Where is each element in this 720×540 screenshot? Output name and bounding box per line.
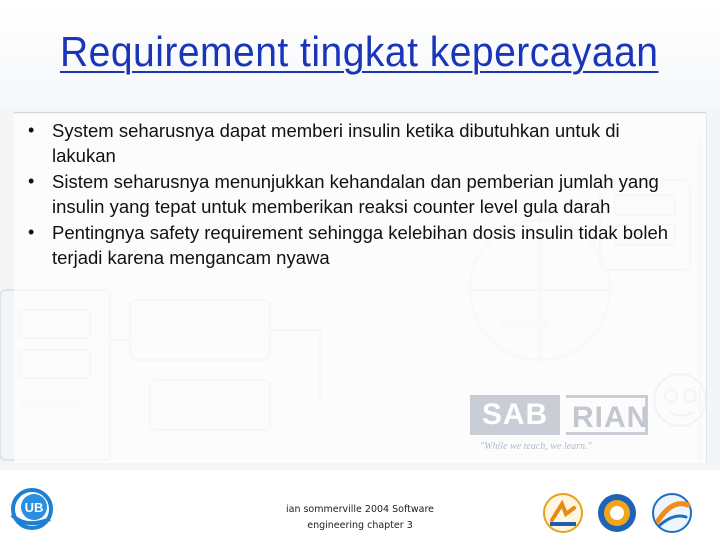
slide-title: Requirement tingkat kepercayaan: [60, 28, 659, 75]
ub-logo-text: UB: [24, 500, 44, 515]
bullet-dot-icon: •: [28, 222, 35, 242]
round-badge-logo-icon: [596, 490, 638, 536]
bullet-dot-icon: •: [28, 171, 35, 191]
bullet-item: [28, 118, 678, 168]
bullet-text: Sistem seharusnya menunjukkan kehandalan dan pemberian jumlah yang insulin yang tepat untuk memberikan reaksi counter level gula darah: [52, 171, 659, 217]
orange-badge-logo-icon: [540, 492, 586, 534]
watermark-tagline: "While we teach, we learn.": [480, 441, 592, 452]
bullet-item: [28, 220, 678, 270]
bullet-text: Pentingnya safety requirement sehingga kelebihan dosis insulin tidak boleh terjadi karena mengancam nyawa: [52, 222, 669, 268]
footer-line-1: ian sommerville 2004 Software: [285, 504, 434, 515]
bullet-item: [28, 169, 678, 219]
bullet-dot-icon: •: [28, 120, 35, 140]
bullet-list: [28, 118, 678, 271]
ub-logo-icon: [6, 485, 58, 533]
swoosh-badge-logo-icon: [648, 491, 696, 535]
footer-credit: [270, 502, 450, 534]
watermark-brand-right: RIAN: [566, 395, 648, 435]
footer-line-2: engineering chapter 3: [307, 520, 413, 531]
bullet-text: System seharusnya dapat memberi insulin ketika dibutuhkan untuk di lakukan: [52, 120, 620, 166]
watermark-brand-left: SAB: [470, 395, 560, 435]
